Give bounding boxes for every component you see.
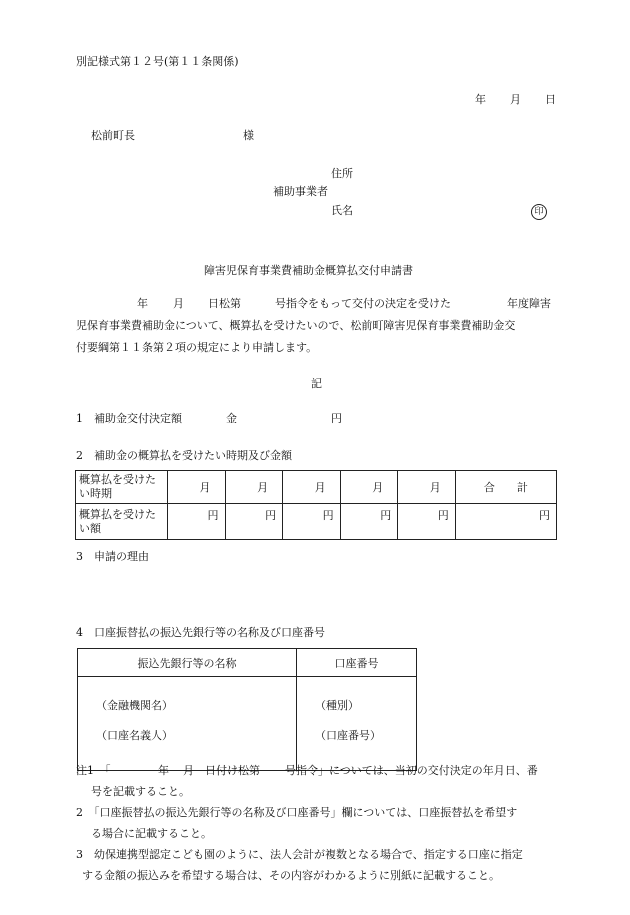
account-type-label: （種別） xyxy=(315,699,359,712)
note-3-cont: する金額の振込みを希望する場合は、その内容がわかるように別紙に記載すること。 xyxy=(82,869,500,882)
body-day: 日松第 xyxy=(208,297,241,310)
item-4-label: 4 口座振替払の振込先銀行等の名称及び口座番号 xyxy=(76,626,325,639)
month-cell[interactable]: 月 xyxy=(168,471,226,504)
amount-total-cell[interactable]: 円 xyxy=(455,504,556,540)
note-1-month: 月 xyxy=(183,764,194,777)
body-month: 月 xyxy=(173,297,184,310)
total-header: 合 計 xyxy=(455,471,556,504)
bank-table xyxy=(77,648,417,771)
body-order: 号指令をもって交付の決定を受けた xyxy=(275,297,451,310)
date-month: 月 xyxy=(510,93,521,106)
bank-body-row xyxy=(78,677,417,771)
schedule-row-amount xyxy=(76,504,557,540)
note-2-cont: る場合に記載すること。 xyxy=(91,827,212,840)
month-cell[interactable]: 月 xyxy=(283,471,341,504)
document-title: 障害児保育事業費補助金概算払交付申請書 xyxy=(204,264,413,277)
item-1-en: 円 xyxy=(331,412,342,425)
address-label: 住所 xyxy=(331,167,353,180)
period-header: 概算払を受けたい時期 xyxy=(76,471,168,504)
account-cell[interactable] xyxy=(297,677,417,771)
amount-cell[interactable]: 円 xyxy=(283,504,341,540)
bank-name-cell[interactable] xyxy=(78,677,297,771)
month-cell[interactable]: 月 xyxy=(398,471,456,504)
institution-label: （金融機関名） xyxy=(96,699,173,712)
form-number: 別記様式第１２号(第１１条関係) xyxy=(76,55,239,68)
date-year: 年 xyxy=(475,93,486,106)
item-3-label: 3 申請の理由 xyxy=(76,550,149,563)
amount-cell[interactable]: 円 xyxy=(168,504,226,540)
note-2: 2 「口座振替払の振込先銀行等の名称及び口座番号」欄については、口座振替払を希望す xyxy=(76,806,518,819)
month-cell[interactable]: 月 xyxy=(340,471,398,504)
note-1-year: 年 xyxy=(158,764,169,777)
item-1-label: 1 補助金交付決定額 xyxy=(76,412,182,425)
account-number-header: 口座番号 xyxy=(297,649,417,677)
amount-cell[interactable]: 円 xyxy=(225,504,283,540)
amount-cell[interactable]: 円 xyxy=(340,504,398,540)
name-label: 氏名 xyxy=(331,204,353,217)
body-line-2: 児保育事業費補助金について、概算払を受けたいので、松前町障害児保育事業費補助金交 xyxy=(76,319,516,332)
item-2-label: 2 補助金の概算払を受けたい時期及び金額 xyxy=(76,449,292,462)
role-label: 補助事業者 xyxy=(273,185,328,198)
item-1-kin: 金 xyxy=(226,412,237,425)
note-1-day: 日付け松第 xyxy=(205,764,260,777)
addressee-name: 松前町長 xyxy=(91,129,135,142)
month-cell[interactable]: 月 xyxy=(225,471,283,504)
note-1-prefix: 注1 「 xyxy=(76,764,111,777)
amount-header: 概算払を受けたい額 xyxy=(76,504,168,540)
amount-cell[interactable]: 円 xyxy=(398,504,456,540)
schedule-table xyxy=(75,470,557,540)
body-line-3: 付要綱第１１条第２項の規定により申請します。 xyxy=(76,341,318,354)
bank-header-row xyxy=(78,649,417,677)
note-1-cont: 号を記載すること。 xyxy=(91,785,190,798)
holder-label: （口座名義人） xyxy=(96,729,173,742)
account-number-label: （口座番号） xyxy=(315,729,381,742)
body-year: 年 xyxy=(137,297,148,310)
note-1-rest: 号指令」については、当初の交付決定の年月日、番 xyxy=(285,764,538,777)
date-day: 日 xyxy=(545,93,556,106)
note-3: 3 幼保連携型認定こども園のように、法人会計が複数となる場合で、指定する口座に指定 xyxy=(76,848,523,861)
bank-name-header: 振込先銀行等の名称 xyxy=(78,649,297,677)
schedule-row-period xyxy=(76,471,557,504)
body-fiscal-year: 年度障害 xyxy=(507,297,551,310)
addressee-honorific: 様 xyxy=(243,129,254,142)
seal-mark: 印 xyxy=(531,204,547,220)
ki-heading: 記 xyxy=(311,377,322,390)
